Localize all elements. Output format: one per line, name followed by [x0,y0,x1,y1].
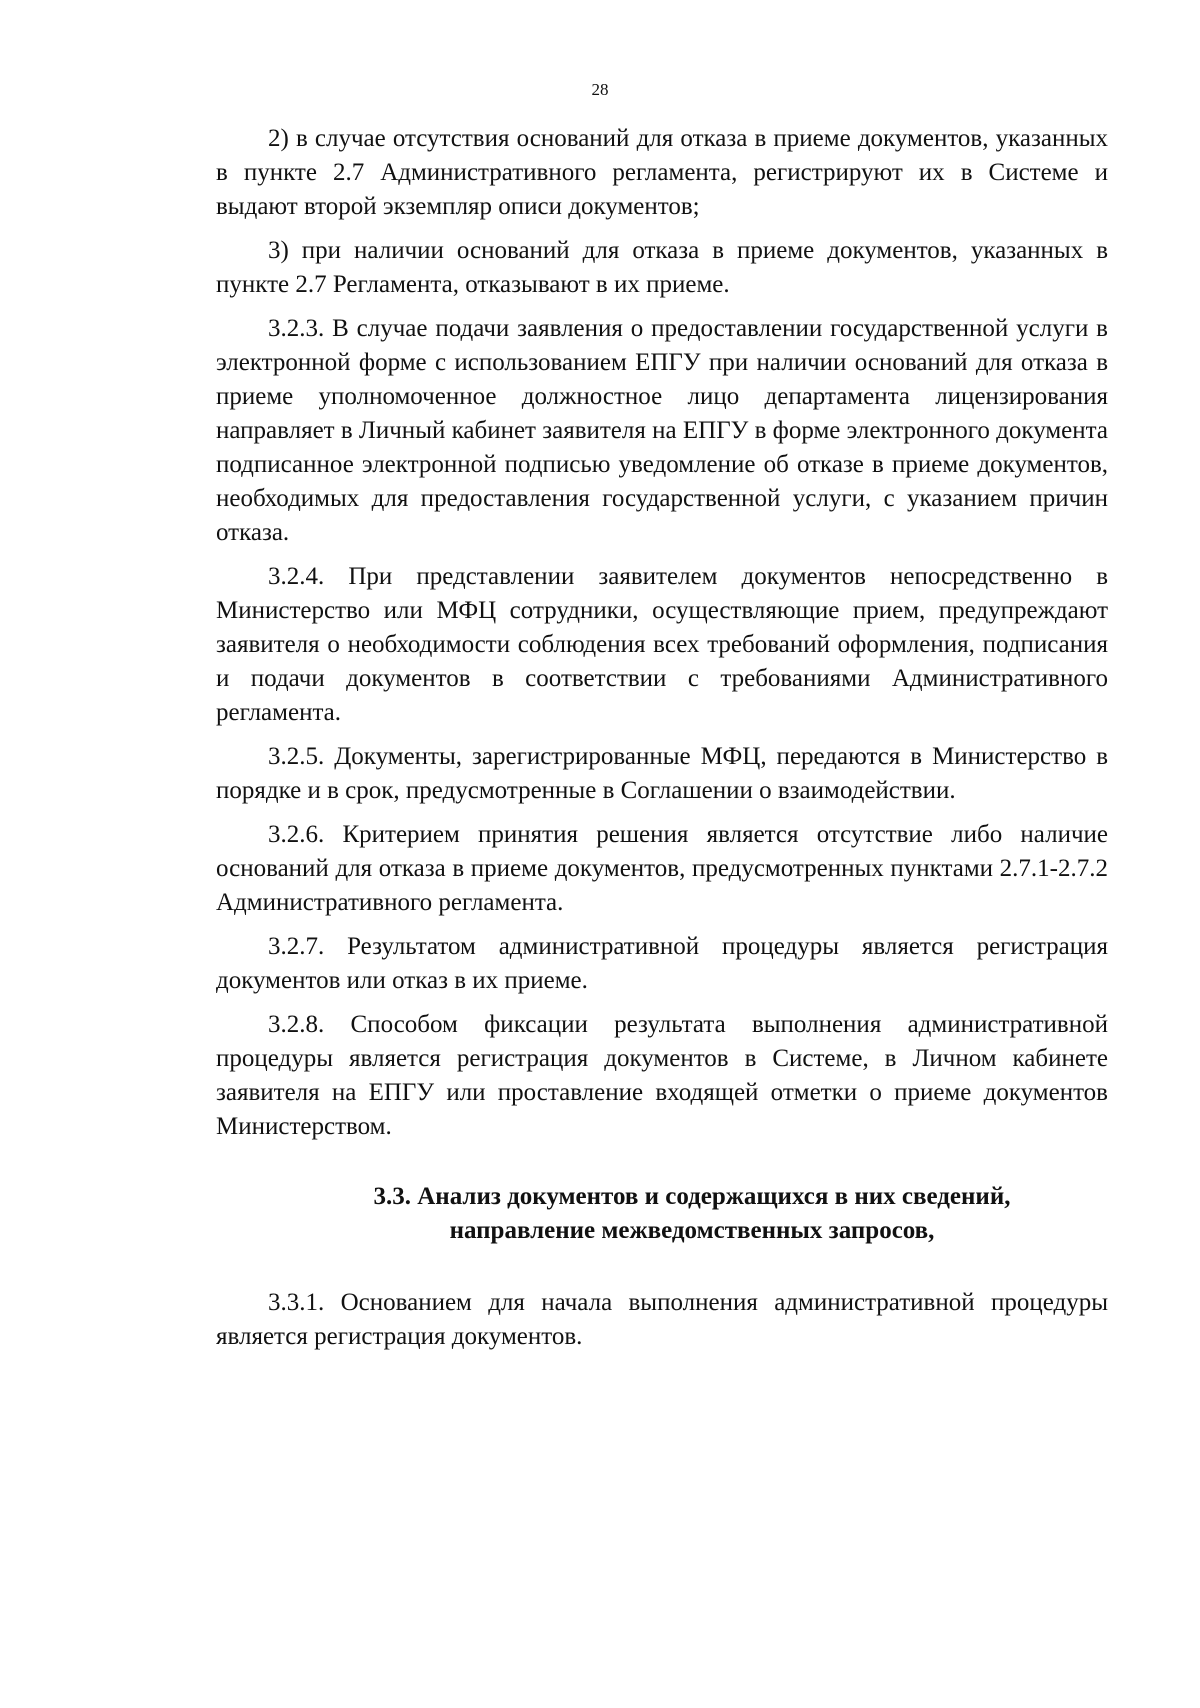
paragraph-3-2-5: 3.2.5. Документы, зарегистрированные МФЦ, передаются в Министерство в порядке и в срок, предусмотренные в Соглашении о взаимодействии. [216,743,1108,804]
paragraph-3-2-7: 3.2.7. Результатом административной процедуры является регистрация документов или отказ в их приеме. [216,933,1108,994]
page-number: 28 [591,80,609,99]
paragraph-3-3-1: 3.3.1. Основанием для начала выполнения административной процедуры является регистрация документов. [216,1289,1108,1350]
section-heading-line-2: направление межведомственных запросов, [449,1217,935,1244]
paragraph-3-2-4: 3.2.4. При представлении заявителем документов непосредственно в Министерство или МФЦ сотрудники, осуществляющие прием, предупреждают заявителя о необходимости соблюдения всех требований оформления, подписания и подачи документов в соответствии с требованиями Административного регламента. [216,563,1108,726]
paragraph-3-2-8: 3.2.8. Способом фиксации результата выполнения административной процедуры является регистрация документов в Системе, в Личном кабинете заявителя на ЕПГУ или проставление входящей отметки о приеме документов Министерством. [216,1011,1108,1140]
section-heading-line-1: 3.3. Анализ документов и содержащихся в них сведений, [373,1183,1011,1210]
paragraph-3-2-6: 3.2.6. Критерием принятия решения является отсутствие либо наличие оснований для отказа в приеме документов, предусмотренных пунктами 2.7.1-2.7.2 Административного регламента. [216,821,1108,916]
section-heading-3-3 [216,1180,1108,1248]
paragraph-3-2-3: 3.2.3. В случае подачи заявления о предоставлении государственной услуги в электронной форме с использованием ЕПГУ при наличии оснований для отказа в приеме уполномоченное должностное лицо департамента лицензирования направляет в Личный кабинет заявителя на ЕПГУ в форме электронного документа подписанное электронной подписью уведомление об отказе в приеме документов, необходимых для предоставления государственной услуги, с указанием причин отказа. [216,315,1108,546]
paragraph-item-2: 2) в случае отсутствия оснований для отказа в приеме документов, указанных в пункте 2.7 Административного регламента, регистрируют их в Системе и выдают второй экземпляр описи документов; [216,125,1108,220]
document-body [216,122,1108,1364]
paragraph-item-3: 3) при наличии оснований для отказа в приеме документов, указанных в пункте 2.7 Регламента, отказывают в их приеме. [216,237,1108,298]
